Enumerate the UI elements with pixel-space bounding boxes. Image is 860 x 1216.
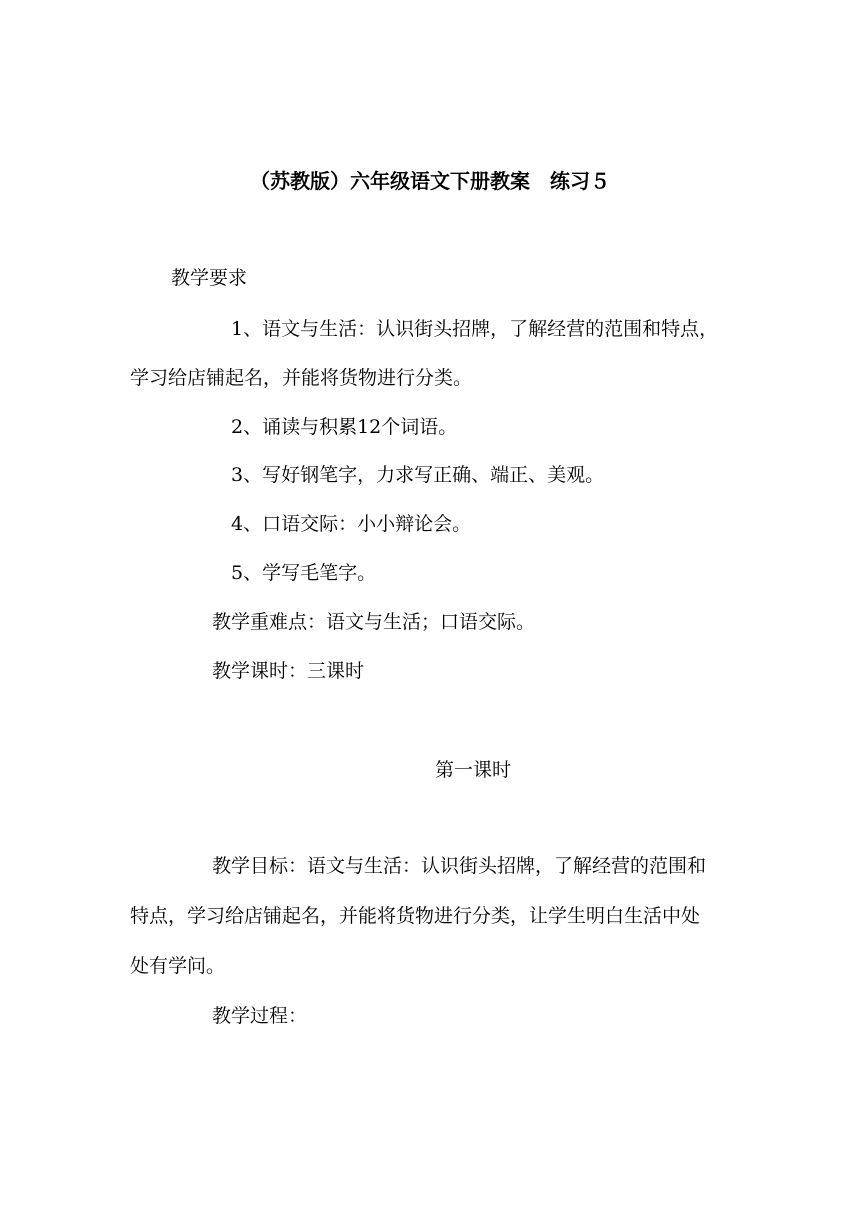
key-points: 教学重难点：语文与生活；口语交际。 (212, 611, 536, 633)
requirement-item-1: 1、语文与生活：认识街头招牌，了解经营的范围和特点， (231, 318, 719, 340)
objective-line-1: 教学目标：语文与生活：认识街头招牌，了解经营的范围和 (212, 855, 707, 877)
objective-line-3: 处有学问。 (130, 955, 226, 977)
document-title: （苏教版）六年级语文下册教案 练习５ (250, 169, 610, 193)
requirement-item-1-continued: 学习给店铺起名，并能将货物进行分类。 (130, 367, 473, 389)
requirements-heading: 教学要求 (171, 267, 248, 289)
requirement-item-4: 4、口语交际：小小辩论会。 (231, 513, 472, 535)
class-hours: 教学课时：三课时 (212, 660, 365, 682)
requirement-item-3: 3、写好钢笔字，力求写正确、端正、美观。 (231, 464, 605, 486)
lesson-heading: 第一课时 (434, 759, 511, 781)
objective-line-2: 特点，学习给店铺起名，并能将货物进行分类，让学生明白生活中处 (130, 905, 701, 927)
requirement-item-2: 2、诵读与积累12个词语。 (231, 416, 458, 438)
requirement-item-5: 5、学写毛笔字。 (231, 562, 377, 584)
process-label: 教学过程： (212, 1005, 308, 1027)
